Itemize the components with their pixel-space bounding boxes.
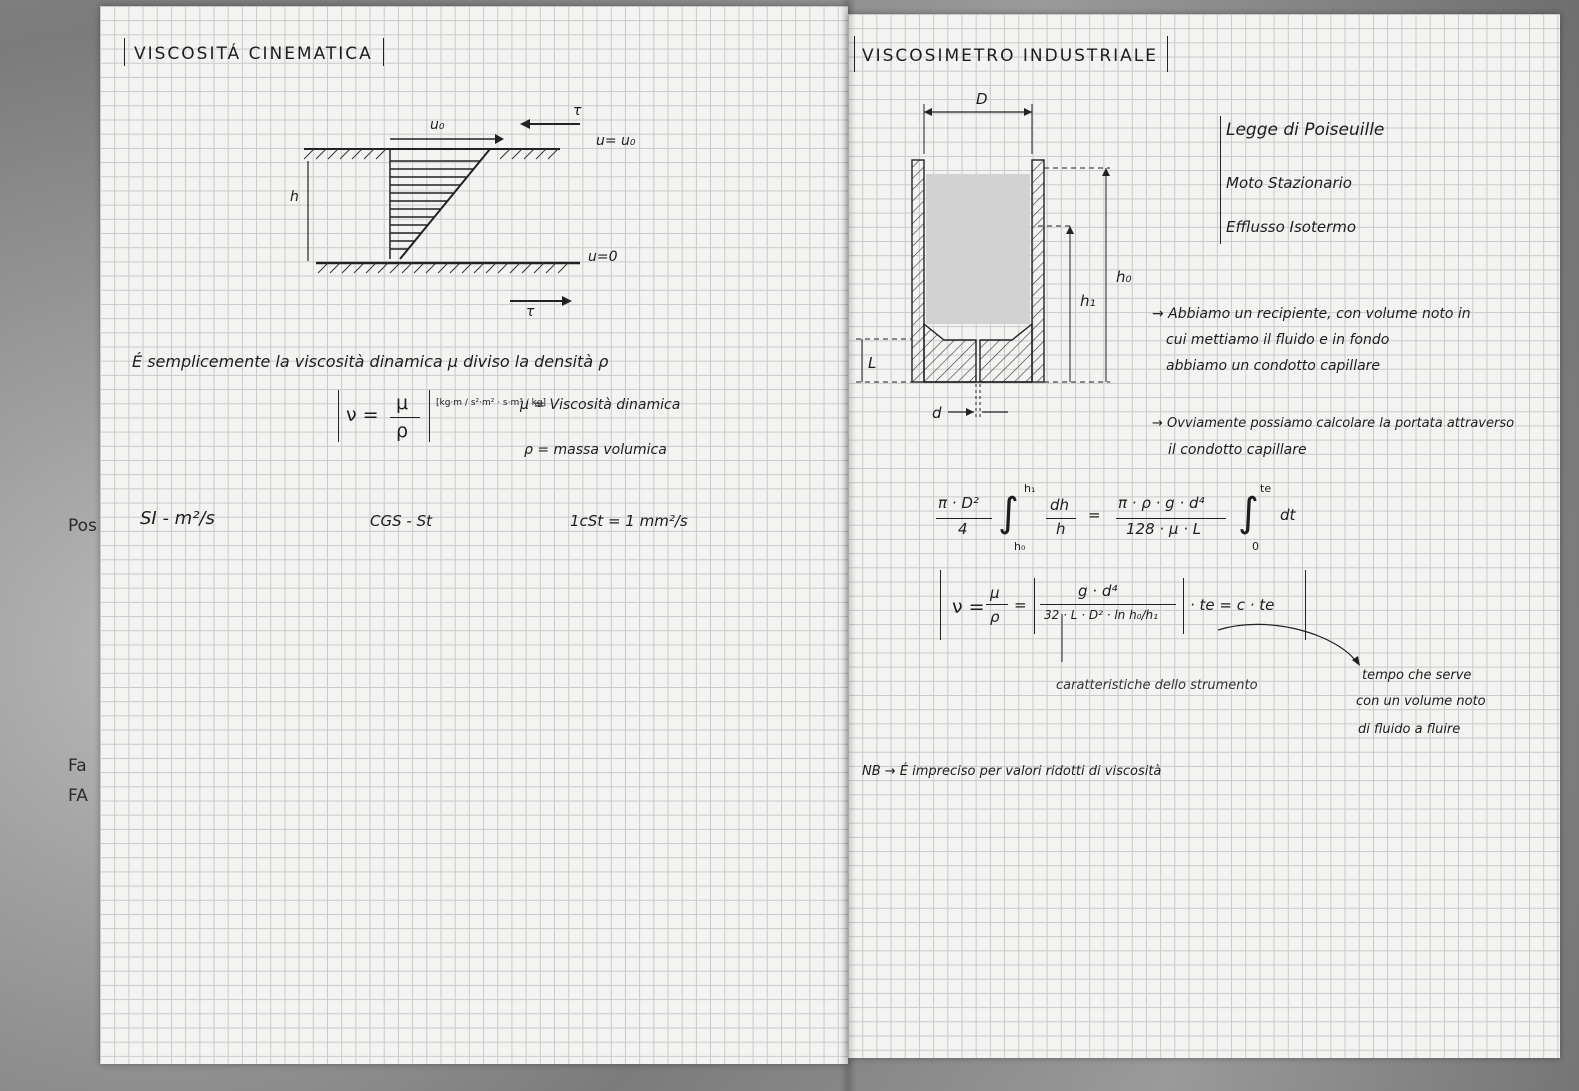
time-note-line1: tempo che serve	[1362, 668, 1472, 683]
integral-sign-1: ∫	[998, 490, 1019, 536]
capillary-diameter-label: d	[932, 404, 942, 422]
couette-flow-diagram	[290, 111, 610, 321]
units-box: [kg·m / s²·m² · s·m³ / kg]	[436, 398, 547, 408]
page-title: VISCOSIMETRO INDUSTRIALE	[862, 46, 1158, 66]
eq2-nu: ν =	[952, 596, 985, 618]
law-isothermal: Efflusso Isotermo	[1226, 218, 1357, 236]
eq2-den: 32 · L · D² · ln h₀/h₁	[1044, 608, 1158, 622]
mu-numerator: μ	[396, 392, 409, 414]
centistokes-conversion: 1cSt = 1 mm²/s	[570, 512, 688, 530]
left-notebook-page	[100, 6, 848, 1064]
eq1-integrand-den: h	[1056, 520, 1066, 538]
length-label: L	[868, 354, 877, 372]
eq1-int-upper: h₁	[1024, 482, 1036, 495]
tau-bottom-label: τ	[526, 304, 535, 320]
note1-line2: cui mettiamo il fluido e in fondo	[1166, 332, 1390, 348]
diameter-label: D	[976, 90, 988, 108]
u0-label: u₀	[430, 117, 445, 133]
eq1-lhs-den: 4	[958, 520, 968, 538]
tau-top-label: τ	[573, 103, 582, 119]
instrument-constant-note: caratteristiche dello strumento	[1056, 678, 1258, 693]
si-units: SI - m²/s	[140, 508, 215, 529]
eq1-rhs-den: 128 · μ · L	[1126, 520, 1202, 538]
fraction-bar	[390, 417, 420, 418]
right-notebook-page	[848, 14, 1560, 1058]
law-steady-flow: Moto Stazionario	[1226, 174, 1352, 192]
eq1-rhs-num: π · ρ · g · d⁴	[1118, 494, 1205, 512]
equals-sign-2: =	[1014, 596, 1027, 614]
nu-symbol: ν =	[346, 404, 379, 426]
eq2-num: g · d⁴	[1078, 582, 1118, 600]
eq1-integrand-num: dh	[1050, 496, 1070, 514]
definition-text: É semplicemente la viscosità dinamica μ diviso la densità ρ	[132, 352, 609, 371]
note2-line2: il condotto capillare	[1168, 442, 1307, 458]
law-poiseuille: Legge di Poiseuille	[1226, 120, 1385, 140]
eq1-int2-upper: te	[1260, 482, 1272, 495]
h0-label: h₀	[1116, 268, 1132, 286]
cgs-units: CGS - St	[370, 512, 432, 530]
equals-sign-1: =	[1088, 506, 1101, 524]
margin-fa1: Fa	[68, 756, 87, 776]
eq1-int-lower: h₀	[1014, 540, 1026, 553]
eq1-dt: dt	[1280, 506, 1296, 524]
nb-note: NB → É impreciso per valori ridotti di viscosità	[862, 764, 1162, 779]
rho-denominator: ρ	[396, 420, 409, 442]
note1-line1: → Abbiamo un recipiente, con volume noto in	[1152, 306, 1471, 322]
eq1-lhs-num: π · D²	[938, 494, 979, 512]
eq2-rho: ρ	[990, 608, 1000, 626]
integral-sign-2: ∫	[1238, 490, 1259, 536]
margin-fa2: FA	[68, 786, 88, 806]
eq1-int2-lower: 0	[1252, 540, 1259, 553]
time-note-line3: di fluido a fluire	[1358, 722, 1461, 737]
note2-line1: → Ovviamente possiamo calcolare la portata attraverso	[1152, 416, 1515, 431]
u-equals-zero-label: u=0	[588, 249, 618, 265]
eq2-tail: · te = c · te	[1190, 596, 1275, 614]
notebook-spine	[840, 0, 856, 1091]
u-equals-u0-label: u= u₀	[596, 133, 636, 149]
note1-line3: abbiamo un condotto capillare	[1166, 358, 1381, 374]
eq2-mu: μ	[990, 584, 1000, 602]
time-note-line2: con un volume noto	[1356, 694, 1486, 709]
margin-pos: Pos	[68, 516, 97, 536]
annotation-arrows	[848, 14, 1560, 714]
rho-description: ρ = massa volumica	[524, 442, 667, 458]
h1-label: h₁	[1080, 292, 1096, 310]
height-label: h	[290, 189, 299, 205]
mu-description: μ = Viscosità dinamica	[520, 397, 681, 413]
page-title: VISCOSITÁ CINEMATICA	[134, 44, 373, 64]
